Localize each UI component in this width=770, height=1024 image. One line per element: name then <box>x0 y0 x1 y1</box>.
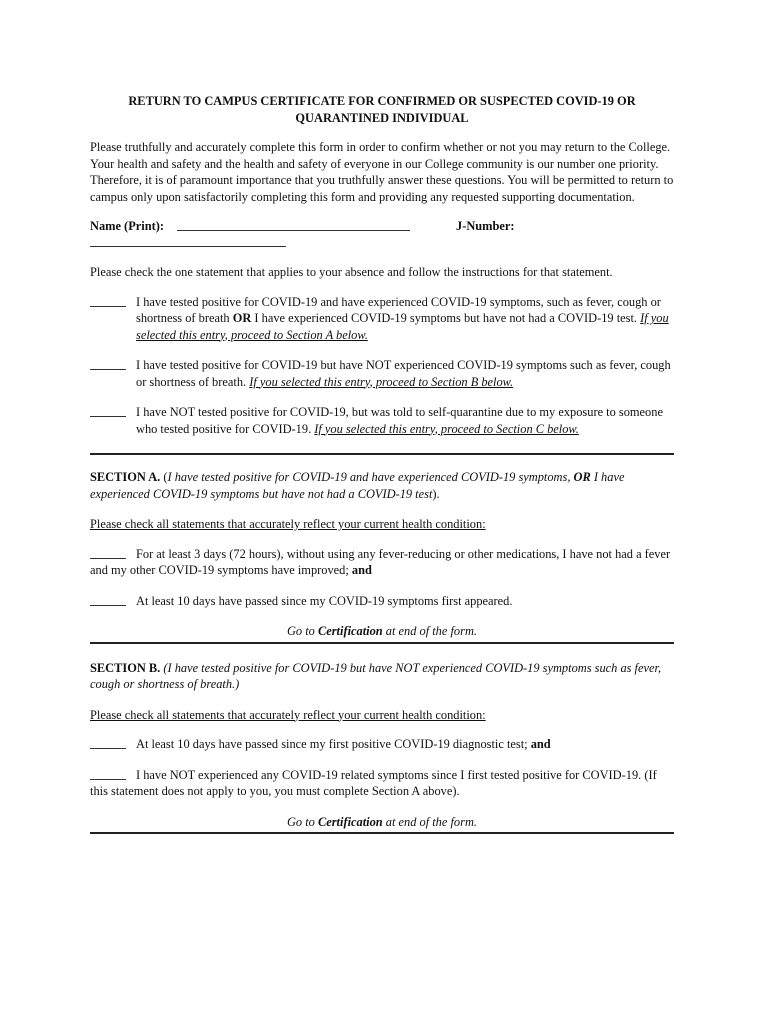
section-a-item-2-text: At least 10 days have passed since my COVID-19 symptoms first appeared. <box>136 593 513 608</box>
document-title <box>90 93 674 126</box>
section-a-title: SECTION A. <box>90 470 161 484</box>
option-1-checkbox-line[interactable] <box>90 306 126 307</box>
section-b-item-2-checkbox-line[interactable] <box>90 779 126 780</box>
section-b-item-1-checkbox-line[interactable] <box>90 748 126 749</box>
section-b-item-1 <box>90 736 674 753</box>
absence-option-1 <box>90 294 674 344</box>
section-b-item-2 <box>90 767 674 800</box>
section-b-item-2-text: I have NOT experienced any COVID-19 related symptoms since I first tested positive for COVID-19. (If this statement does not apply to you, you must complete Section A above). <box>90 767 657 798</box>
option-3-checkbox-line[interactable] <box>90 416 126 417</box>
option-3-instruction: If you selected this entry, proceed to Section C below. <box>314 421 579 436</box>
section-b-item-1-text: At least 10 days have passed since my first positive COVID-19 diagnostic test; <box>136 737 531 751</box>
section-a-goto-certification: Certification <box>317 624 383 638</box>
section-a-item-1 <box>90 546 674 579</box>
section-a-desc-1: I have tested positive for COVID-19 and have experienced COVID-19 symptoms, <box>167 470 574 484</box>
absence-option-3 <box>90 404 674 437</box>
absence-option-2 <box>90 357 674 390</box>
option-1-text-a: I have tested positive for COVID-19 and have experienced COVID-19 symptoms, such as fever, cough or shortness of breath <box>136 294 661 325</box>
option-2-checkbox-line[interactable] <box>90 369 126 370</box>
section-b-goto-pre: Go to <box>286 814 318 829</box>
section-divider <box>90 832 674 834</box>
section-b-goto-certification: Certification <box>317 814 383 829</box>
title-line-1: RETURN TO CAMPUS CERTIFICATE FOR CONFIRMED OR SUSPECTED COVID-19 OR <box>128 94 636 108</box>
section-a-item-1-text: For at least 3 days (72 hours), without using any fever-reducing or other medications, I have not had a fever and my other COVID-19 symptoms have improved; <box>90 546 671 577</box>
section-divider <box>90 642 674 644</box>
section-a-goto-post: at end of the form. <box>382 624 477 638</box>
section-a-item-1-checkbox-line[interactable] <box>90 558 126 559</box>
option-1-text-b: I have experienced COVID-19 symptoms but have not had a COVID-19 test. <box>251 311 641 325</box>
title-line-2: QUARANTINED INDIVIDUAL <box>295 110 469 125</box>
option-2-instruction: If you selected this entry, proceed to Section B below. <box>249 374 514 389</box>
option-1-instruction: If you selected this entry, proceed to Section A below. <box>136 311 669 342</box>
name-label: Name (Print): <box>90 219 164 233</box>
intro-paragraph: Please truthfully and accurately complete this form in order to confirm whether or not you may return to the College. Your health and safety and the health and safety of everyone in our College community is our number one priority. Therefore, it is of paramount importance that you truthfully answer these questions. You will be permitted to return to campus only upon satisfactorily completing this form and providing any requested supporting documentation. <box>90 140 674 204</box>
name-input-line[interactable] <box>177 230 410 231</box>
jnumber-label: J-Number: <box>456 219 515 233</box>
section-a-desc-or: OR <box>573 470 591 484</box>
name-jnumber-row <box>90 218 674 251</box>
section-b-desc: (I have tested positive for COVID-19 but have NOT experienced COVID-19 symptoms such as fever, cough or shortness of breath.) <box>90 660 662 691</box>
section-b-item-1-and: and <box>530 737 551 751</box>
absence-instruction: Please check the one statement that applies to your absence and follow the instructions for that statement. <box>90 265 613 279</box>
section-a-goto-pre: Go to <box>286 624 318 638</box>
section-a-item-2 <box>90 593 674 610</box>
section-a-desc-2: I have experienced COVID-19 symptoms but have not had a COVID-19 test <box>90 470 625 501</box>
section-b-check-heading: Please check all statements that accurately reflect your current health condition: <box>90 707 486 722</box>
option-2-text: I have tested positive for COVID-19 but have NOT experienced COVID-19 symptoms such as fever, cough or shortness of breath. <box>136 358 671 389</box>
section-a-item-1-and: and <box>351 563 372 577</box>
section-divider <box>90 453 674 455</box>
certificate-form <box>90 93 674 834</box>
section-a-check-heading: Please check all statements that accurately reflect your current health condition: <box>90 517 486 531</box>
section-a-paren-close: ). <box>432 486 440 501</box>
section-a-item-2-checkbox-line[interactable] <box>90 605 126 606</box>
section-a-paren-open: ( <box>160 470 168 484</box>
section-b-heading <box>90 660 674 693</box>
section-b-title: SECTION B. <box>90 660 161 675</box>
section-a-goto <box>90 623 674 640</box>
option-1-or: OR <box>232 311 252 325</box>
section-a-heading <box>90 469 674 502</box>
section-b-goto <box>90 814 674 831</box>
jnumber-input-line[interactable] <box>90 246 286 247</box>
option-3-text: I have NOT tested positive for COVID-19, but was told to self-quarantine due to my exposure to someone who tested positive for COVID-19. <box>136 405 663 436</box>
section-b-goto-post: at end of the form. <box>382 814 477 829</box>
